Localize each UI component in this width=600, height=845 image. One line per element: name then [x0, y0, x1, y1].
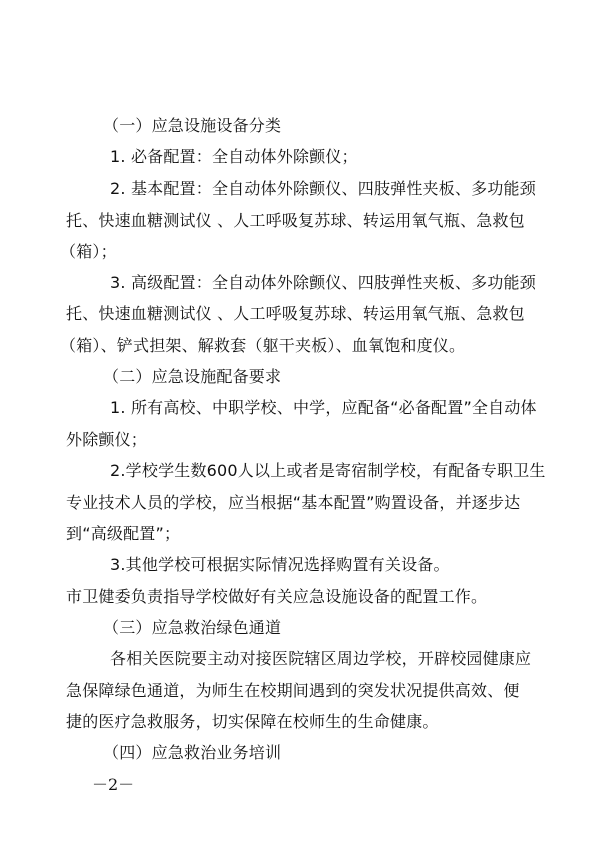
- paragraph-line: （箱）、铲式担架、解救套（躯干夹板）、血氧饱和度仪。: [60, 336, 466, 355]
- paragraph-line: 各相关医院要主动对接医院辖区周边学校，开辟校园健康应: [110, 649, 532, 668]
- paragraph-line: 2.学校学生数600人以上或者是寄宿制学校，有配备专职卫生: [110, 461, 546, 480]
- section-heading-1: （一）应急设施设备分类: [103, 116, 282, 135]
- paragraph-line: 市卫健委负责指导学校做好有关应急设施设备的配置工作。: [66, 587, 488, 606]
- paragraph-line: 专业技术人员的学校，应当根据“基本配置”购置设备，并逐步达: [66, 493, 521, 512]
- section-heading-3: （三）应急救治绿色通道: [103, 618, 282, 637]
- paragraph-line: 3. 高级配置：全自动体外除颤仪、四肢弹性夹板、多功能颈: [110, 273, 536, 292]
- paragraph-line: 托、快速血糖测试仪 、人工呼吸复苏球、转运用氧气瓶、急救包: [66, 304, 525, 323]
- paragraph-line: 急保障绿色通道，为师生在校期间遇到的突发状况提供高效、便: [66, 681, 520, 700]
- paragraph-line: 到“高级配置”；: [66, 524, 181, 543]
- paragraph-line: 捷的医疗急救服务，切实保障在校师生的生命健康。: [66, 712, 439, 731]
- paragraph-line: 1. 所有高校、中职学校、中学，应配备“必备配置”全自动体: [110, 398, 537, 417]
- paragraph-line: 3.其他学校可根据实际情况选择购置有关设备。: [110, 555, 450, 574]
- paragraph-line: （箱）；: [60, 242, 117, 261]
- section-heading-4: （四）应急救治业务培训: [103, 743, 282, 762]
- paragraph-line: 1. 必备配置：全自动体外除颤仪；: [110, 147, 358, 166]
- paragraph-line: 2. 基本配置：全自动体外除颤仪、四肢弹性夹板、多功能颈: [110, 179, 536, 198]
- paragraph-line: 外除颤仪；: [66, 430, 148, 449]
- page-number: －2－: [92, 775, 135, 794]
- paragraph-line: 托、快速血糖测试仪 、人工呼吸复苏球、转运用氧气瓶、急救包: [66, 211, 525, 230]
- section-heading-2: （二）应急设施配备要求: [103, 367, 282, 386]
